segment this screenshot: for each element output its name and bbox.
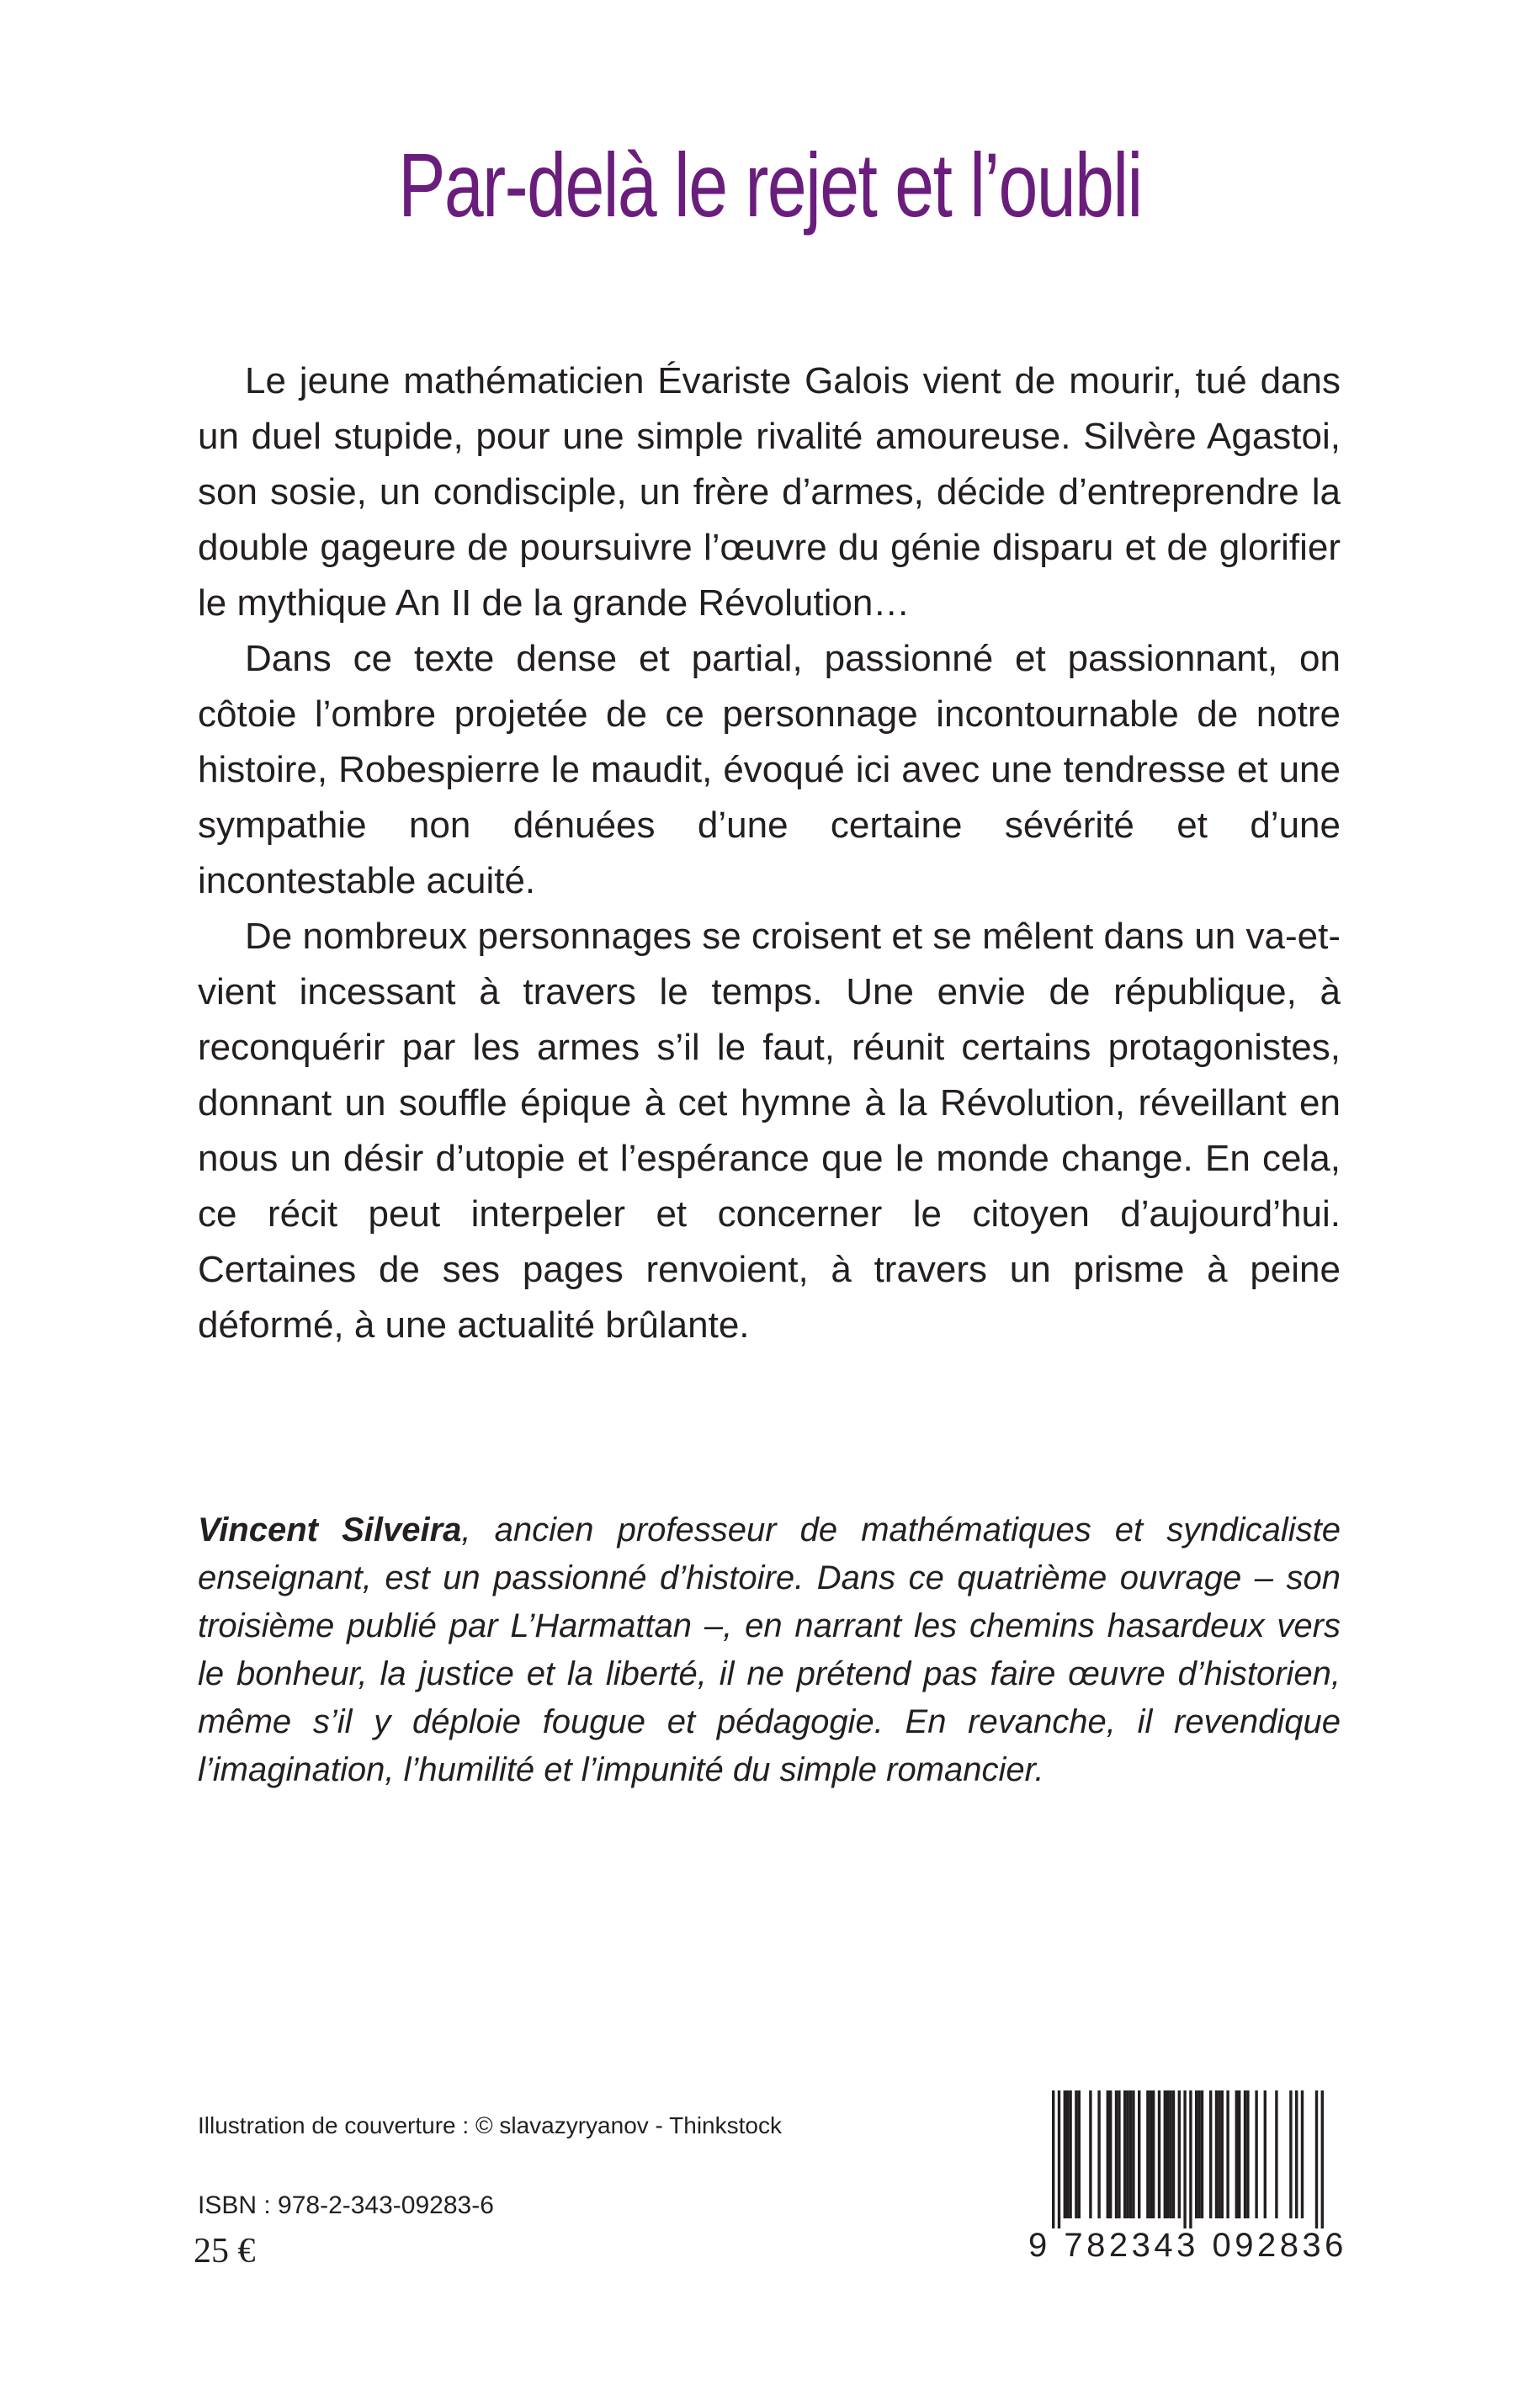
barcode-bar: [1301, 2090, 1304, 2218]
barcode-bar: [1321, 2090, 1324, 2228]
barcode-bar: [1109, 2090, 1112, 2218]
barcode-bar: [1172, 2090, 1175, 2218]
barcode-bar: [1166, 2090, 1169, 2218]
barcode-bar: [1089, 2090, 1091, 2218]
barcode-bar: [1221, 2090, 1224, 2218]
author-bio-text: , ancien professeur de mathématiques et syndicaliste enseignant, est un passionné d’histoire. Dans ce quatrième ouvrage – son troisième publié par L’Harmattan –, en narrant les chemins hasardeux vers le bonheur, la justice et la liberté, il ne prétend pas faire œuvre d’historien, même s’il y déploie fougue et pédagogie. En revanche, il revendique l’imagination, l’humilité et l’impunité du simple romancier.: [198, 1511, 1341, 1788]
blurb-paragraph: Dans ce texte dense et partial, passionné et passionnant, on côtoie l’ombre projetée de ce personnage incontournable de notre histoire, Robespierre le maudit, évoqué ici avec une tendresse et une sympathie non dénuées d’une certaine sévérité et d’une incontestable acuité.: [198, 638, 1341, 901]
barcode-bar: [1069, 2090, 1071, 2218]
price: 25 €: [194, 2232, 256, 2271]
barcode-bar: [1235, 2090, 1238, 2218]
barcode-bar: [1078, 2090, 1081, 2218]
barcode-digits: 9 782343 092836: [1028, 2227, 1347, 2264]
blurb: [198, 353, 1341, 1353]
blurb-paragraph: Le jeune mathématicien Évariste Galois vient de mourir, tué dans un duel stupide, pour une simple rivalité amoureuse. Silvère Agastoi, son sosie, un condisciple, un frère d’armes, décide d’entreprendre la double gageure de poursuivre l’œuvre du génie disparu et de glorifier le mythique An II de la grande Révolution…: [198, 360, 1341, 624]
barcode-bar: [1097, 2090, 1100, 2218]
barcode-bar: [1052, 2090, 1054, 2228]
barcode-bar: [1244, 2090, 1246, 2218]
barcode-bar: [1123, 2090, 1126, 2218]
book-title: Par-delà le rejet et l’oubli: [398, 134, 1142, 236]
barcode-bars: [1027, 2085, 1357, 2228]
barcode-bar: [1264, 2090, 1267, 2218]
barcode-bar: [1183, 2090, 1186, 2228]
barcode-bar: [1118, 2090, 1120, 2218]
barcode-bar: [1138, 2090, 1140, 2218]
barcode-bar: [1169, 2090, 1171, 2218]
barcode-bar: [1152, 2090, 1155, 2218]
barcode-bar: [1289, 2090, 1292, 2218]
barcode-bar: [1218, 2090, 1220, 2218]
barcode-bar: [1178, 2090, 1181, 2218]
barcode-bar: [1215, 2090, 1218, 2218]
author-bio: [198, 1506, 1341, 1794]
barcode-bar: [1064, 2090, 1066, 2218]
barcode-bar: [1115, 2090, 1118, 2218]
barcode-bar: [1150, 2090, 1152, 2218]
barcode-bar: [1158, 2090, 1160, 2218]
barcode-bar: [1295, 2090, 1298, 2218]
cover-illustration-credit: Illustration de couverture : © slavazyryanov - Thinkstock: [198, 2112, 782, 2138]
barcode-bar: [1075, 2090, 1077, 2218]
barcode-bar: [1107, 2090, 1109, 2218]
barcode-bar: [1197, 2090, 1200, 2218]
barcode-bar: [1126, 2090, 1128, 2218]
author-name: Vincent Silveira: [198, 1511, 462, 1548]
barcode-bar: [1129, 2090, 1132, 2218]
barcode-bar: [1209, 2090, 1212, 2218]
barcode-bar: [1195, 2090, 1197, 2218]
barcode-bar: [1058, 2090, 1060, 2228]
barcode-bar: [1226, 2090, 1229, 2218]
blurb-paragraph: De nombreux personnages se croisent et se mêlent dans un va-et-vient incessant à travers le temps. Une envie de république, à reconquérir par les armes s’il le faut, réunit certains protagonistes, donnant un souffle épique à cet hymne à la Révolution, réveillant en nous un désir d’utopie et l’espérance que le monde change. En cela, ce récit peut interpeler et concerner le citoyen d’aujourd’hui. Certaines de ses pages renvoient, à travers un prisme à peine déformé, à une actualité brûlante.: [198, 916, 1341, 1346]
barcode-bar: [1132, 2090, 1134, 2218]
isbn: ISBN : 978-2-343-09283-6: [198, 2191, 494, 2219]
barcode-bar: [1164, 2090, 1166, 2218]
barcode-bar: [1275, 2090, 1277, 2218]
barcode-bar: [1189, 2090, 1192, 2228]
barcode-bar: [1315, 2090, 1318, 2228]
barcode-bar: [1246, 2090, 1249, 2218]
barcode-bar: [1066, 2090, 1069, 2218]
barcode-bar: [1238, 2090, 1240, 2218]
barcode-bar: [1255, 2090, 1257, 2218]
barcode-bar: [1201, 2090, 1203, 2218]
barcode-bar: [1146, 2090, 1149, 2218]
barcode: [1027, 2085, 1357, 2272]
